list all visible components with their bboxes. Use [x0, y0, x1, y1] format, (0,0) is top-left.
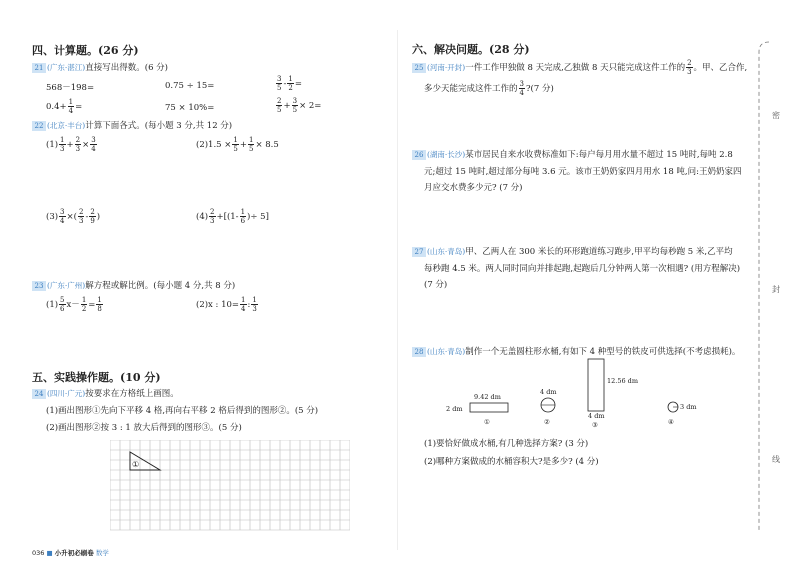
sheet-1-rect [470, 403, 508, 412]
q22-item-4: (4) $\frac{2}{3}$ +[(1- $\frac{1}{6}$ )÷ 5] [196, 208, 269, 225]
sheet-1-height-label: 2 dm [446, 405, 463, 413]
q28-sub1: (1)要恰好做成水桶,有几种选择方案? (3 分) [424, 439, 589, 449]
q25-number: 25 [412, 63, 426, 73]
page-footer [32, 548, 109, 557]
q22-item-2: (2)1.5 × $\frac{1}{5}$ + $\frac{1}{5}$ × 8.5 [196, 136, 279, 153]
sheet-1-number: ① [484, 418, 490, 426]
q28-line1: 28 (山东·青岛)制作一个无盖圆柱形水桶,有如下 4 种型号的铁皮可供选择(不考虑损耗)。 [412, 345, 740, 357]
book-title: 小升初必刷卷 [54, 549, 94, 557]
q25-line1: 25 (河南·开封)一件工作甲独做 8 天完成,乙独做 8 天只能完成这件工作的 $\frac{2}{3}$ 。甲、乙合作, [412, 59, 747, 76]
q21-item-3: $\frac{3}{5}$ - $\frac{1}{2}$ = [277, 75, 302, 92]
q21-item-2: 0.75 ÷ 15= [165, 81, 215, 91]
q24-sub2: (2)画出图形②按 3 : 1 放大后得到的图形③。(5 分) [46, 423, 242, 433]
q24-number: 24 [32, 389, 46, 399]
q23-number: 23 [32, 281, 46, 291]
seal-char-2: 封 [772, 285, 780, 294]
q24-header [32, 387, 179, 399]
q27-line3: (7 分) [424, 280, 448, 290]
q21-item-4: 0.4+ $\frac{1}{4}$ = [46, 98, 83, 115]
q21-tag: (广东·湛江) [47, 63, 86, 72]
q26-line3: 月应交水费多少元? (7 分) [424, 183, 523, 193]
q22-item-1: (1) $\frac{1}{3}$ + $\frac{2}{3}$ × $\frac{3}{4}$ [46, 136, 96, 153]
sheet-1-width-label: 9.42 dm [474, 393, 501, 401]
sheet-2-number: ② [544, 418, 550, 426]
page-number: 036 [32, 549, 45, 557]
sheet-2-label: 4 dm [540, 388, 557, 396]
q21-item-5: 75 × 10%= [165, 103, 215, 113]
q28-tag: (山东·青岛) [427, 347, 466, 356]
q21-number: 21 [32, 63, 46, 73]
q22-header [32, 119, 232, 131]
section-4-title: 四、计算题。(26 分) [32, 44, 139, 57]
sheet-3-height-label: 12.56 dm [607, 377, 638, 385]
q24-tag: (四川·广元) [47, 389, 86, 398]
q23-tag: (广东·广州) [47, 281, 86, 290]
q23-text: 解方程或解比例。(每小题 4 分,共 8 分) [85, 281, 236, 291]
seal-char-3: 线 [772, 455, 780, 464]
q21-header [32, 61, 168, 73]
q22-item-3: (3) $\frac{3}{4}$ ×( $\frac{2}{3}$ - $\frac{2}{9}$ ) [46, 208, 101, 225]
q22-text: 计算下面各式。(每小题 3 分,共 12 分) [85, 121, 233, 131]
q26-tag: (湖南·长沙) [427, 150, 466, 159]
sheet-4-label: 3 dm [680, 403, 697, 411]
sheet-3-rect [588, 359, 604, 411]
q28-number: 28 [412, 347, 426, 357]
q24-text: 按要求在方格纸上画图。 [85, 389, 179, 399]
q25-line2: 多少天能完成这件工作的 $\frac{3}{4}$ ?(7 分) [424, 80, 554, 97]
shape-1-label: ① [132, 460, 140, 469]
q28-figures [440, 355, 730, 430]
q21-item-1: 568－198= [46, 83, 95, 93]
section-6-title: 六、解决问题。(28 分) [412, 43, 530, 56]
grid-paper [110, 440, 350, 536]
q22-tag: (北京·丰台) [47, 121, 86, 130]
page-divider [397, 30, 398, 550]
q21-item-6: $\frac{2}{5}$ + $\frac{3}{5}$ × 2= [277, 97, 322, 114]
book-icon: ■ [46, 549, 53, 557]
q23-item-2: (2)x : 10= $\frac{1}{4}$ : $\frac{1}{3}$ [196, 296, 257, 313]
q23-item-1: (1) $\frac{5}{6}$ x－ $\frac{1}{2}$ = $\frac{1}{8}$ [46, 296, 102, 313]
sheet-4-number: ④ [668, 418, 674, 426]
sheet-3-number: ③ [592, 421, 598, 429]
q26-line2: 元;超过 15 吨时,超过部分每吨 3.6 元。该市王奶奶家四月用水 18 吨,问:王奶奶家四 [424, 167, 742, 177]
seal-char-1: 密 [772, 111, 780, 120]
q23-header [32, 279, 235, 291]
q21-text: 直接写出得数。(6 分) [85, 63, 168, 73]
q27-line1: 27 (山东·青岛)甲、乙两人在 300 米长的环形跑道练习跑步,甲平均每秒跑 5 米,乙平均 [412, 245, 733, 257]
q24-sub1: (1)画出图形①先向下平移 4 格,再向右平移 2 格后得到的图形②。(5 分) [46, 406, 319, 416]
q26-line1: 26 (湖南·长沙)某市居民自来水收费标准如下:每户每月用水量不超过 15 吨时,每吨 2.8 [412, 148, 733, 160]
sheet-3-width-label: 4 dm [588, 412, 605, 420]
q27-line2: 每秒跑 4.5 米。两人同时同向并排起跑,起跑后几分钟两人第一次相遇? (用方程解决) [424, 264, 741, 274]
q22-number: 22 [32, 121, 46, 131]
section-5-title: 五、实践操作题。(10 分) [32, 371, 161, 384]
book-subject: 数学 [95, 549, 109, 557]
q28-sub2: (2)哪种方案做成的水桶容积大?是多少? (4 分) [424, 457, 599, 467]
q27-number: 27 [412, 247, 426, 257]
q25-tag: (河南·开封) [427, 63, 466, 72]
q27-tag: (山东·青岛) [427, 247, 466, 256]
q26-number: 26 [412, 150, 426, 160]
